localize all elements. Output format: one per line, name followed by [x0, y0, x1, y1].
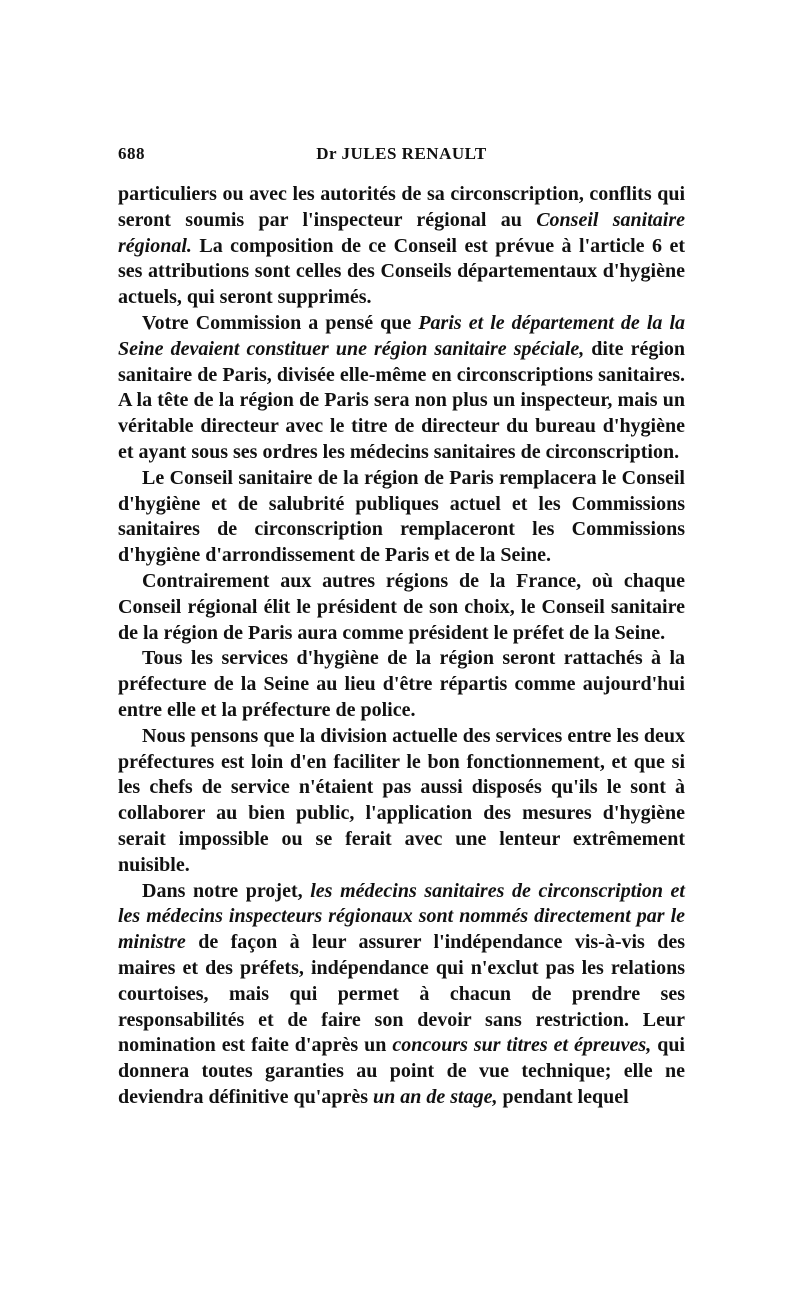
italic-text-run: un an de stage, — [373, 1085, 498, 1108]
text-run: Le Conseil sanitaire de la région de Paris remplacera le Conseil d'hygiène et de salubrité publiques actuel et les Commissions sanitaires de circonscription remplaceront les Commissions d'hygiène d'arrondissement de Paris et de la Seine. — [118, 466, 685, 567]
text-run: dite région sanitaire de Paris, divisée elle-même en circonscriptions sanitaires. A la tête de la région de Paris sera non plus un inspecteur, mais un véritable directeur avec le titre de directeur du bureau d'hygiène et ayant sous ses ordres les médecins sanitaires de circonscription. — [118, 337, 685, 463]
text-run: pendant lequel — [497, 1085, 629, 1108]
running-title: Dr JULES RENAULT — [316, 144, 487, 163]
page-header — [118, 144, 685, 168]
italic-text-run: Conseil sanitaire régional. — [118, 208, 685, 257]
body-text — [118, 182, 685, 1111]
italic-text-run: Paris et le département de la la Seine devaient constituer une région sanitaire spéciale, — [118, 311, 685, 360]
text-run: Votre Commission a pensé que — [142, 311, 419, 334]
text-run: Dans notre projet, — [142, 879, 311, 902]
paragraph — [118, 466, 685, 569]
italic-text-run: concours sur titres et épreuves, — [392, 1034, 652, 1057]
text-run: Nous pensons que la division actuelle des services entre les deux préfectures est loin d'en faciliter le bon fonctionnement, et que si les chefs de service n'étaient pas aussi disposés qu'ils le sont à collaborer au bien public, l'application des mesures d'hygiène serait impossible ou se ferait avec une lenteur extrêmement nuisible. — [118, 724, 685, 876]
paragraph — [118, 182, 685, 311]
text-run: particuliers ou avec les autorités de sa circonscription, conflits qui seront soumis par l'inspecteur régional au — [118, 183, 685, 231]
page-number: 688 — [118, 144, 145, 163]
text-run: qui donnera toutes garanties au point de vue technique; elle ne deviendra définitive qu'après — [118, 1034, 685, 1108]
text-run: La composition de ce Conseil est prévue à l'article 6 et ses attributions sont celles des Conseils départementaux d'hygiène actuels, qui seront supprimés. — [118, 234, 685, 309]
text-run: Contrairement aux autres régions de la France, où chaque Conseil régional élit le président de son choix, le Conseil sanitaire de la région de Paris aura comme président le préfet de la Seine. — [118, 569, 685, 644]
italic-text-run: les médecins sanitaires de circonscription et les médecins inspecteurs régionaux sont nommés directement par le ministre — [118, 879, 685, 954]
paragraph — [118, 646, 685, 723]
text-run: de façon à leur assurer l'indépendance vis-à-vis des maires et des préfets, indépendance qui n'exclut pas les relations courtoises, mais qui permet à chacun de prendre ses responsabilités et de faire son devoir sans restriction. Leur nomination est faite d'après un — [118, 931, 685, 1057]
paragraph — [118, 311, 685, 466]
paragraph — [118, 724, 685, 879]
paragraph — [118, 879, 685, 1111]
text-run: Tous les services d'hygiène de la région seront rattachés à la préfecture de la Seine au lieu d'être répartis comme aujourd'hui entre elle et la préfecture de police. — [118, 647, 685, 721]
paragraph — [118, 569, 685, 646]
